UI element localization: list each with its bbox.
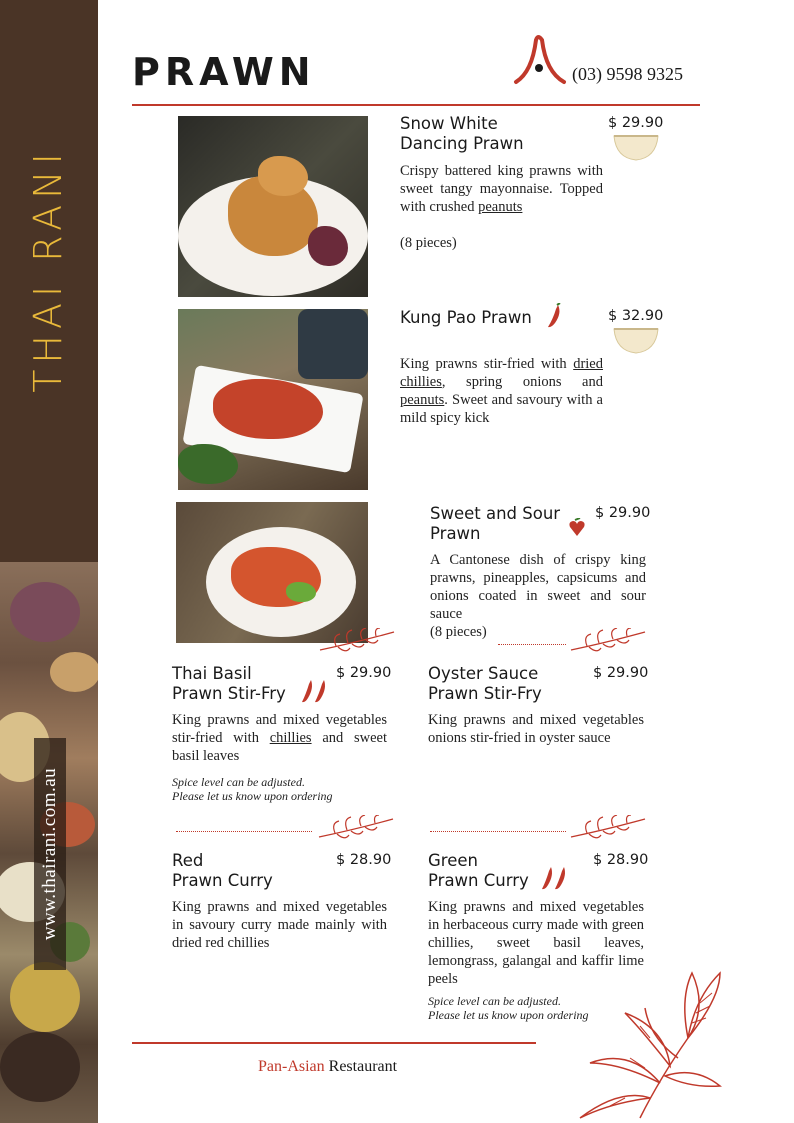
item-description: King prawns and mixed vegetables in savoury curry made mainly with dried red chillies [172,899,387,951]
snow-white-prawn-photo [178,116,368,297]
item-price: $ 29.90 [595,505,651,521]
footer-tagline: Pan-Asian Restaurant [258,1058,398,1075]
item-price: $ 28.90 [336,852,392,868]
leaf-sprig-icon [316,815,396,841]
item-name-green-curry: Green Prawn Curry [428,851,529,890]
dotted-divider [176,831,312,832]
item-description: King prawns and mixed vegetables onions stir-fried in oyster sauce [428,712,644,746]
item-name-snow-white: Snow White Dancing Prawn [400,114,524,153]
sidebar [0,0,98,1123]
item-portion: (8 pieces) [430,624,487,640]
double-chili-icon [300,678,330,704]
item-portion: (8 pieces) [400,235,457,251]
chili-icon [545,303,563,329]
spice-note: Spice level can be adjusted. Please let us know upon ordering [172,775,333,803]
brand-logo-vertical: THAI RANI [26,147,70,393]
item-name-red-curry: Red Prawn Curry [172,851,273,890]
dotted-divider [498,644,566,645]
footer-divider [132,1042,536,1044]
double-chili-icon [540,865,570,891]
page-title: PRAWN [132,50,316,94]
item-price: $ 28.90 [593,852,649,868]
kung-pao-prawn-photo [178,309,368,490]
item-price: $ 32.90 [608,308,664,324]
dotted-divider [430,831,566,832]
spice-note: Spice level can be adjusted. Please let us know upon ordering [428,994,589,1022]
item-name-kung-pao: Kung Pao Prawn [400,308,532,327]
item-description: A Cantonese dish of crispy king prawns, pineapples, capsicums and onions coated in sweet and sour sauce [430,552,646,622]
decorative-leaves-icon [570,968,730,1123]
leaf-sprig-icon [318,628,396,654]
sweet-sour-prawn-photo [176,502,368,643]
item-description: King prawns and mixed vegetables stir-fried with chillies and sweet basil leaves [172,712,387,764]
item-price: $ 29.90 [336,665,392,681]
item-price: $ 29.90 [608,115,664,131]
item-description: Crispy battered king prawns with sweet tangy mayonnaise. Topped with crushed peanuts [400,163,603,215]
phone-number: (03) 9598 9325 [572,64,683,84]
item-name-sweet-sour: Sweet and Sour Prawn [430,504,561,543]
item-name-oyster-sauce: Oyster Sauce Prawn Stir-Fry [428,664,542,703]
item-description: King prawns and mixed vegetables in herbaceous curry made with green chillies, sweet basil leaves, lemongrass, galangal and kaffir lime peels [428,899,644,987]
bowl-icon [612,325,660,355]
website-label: www.thairani.com.au [34,738,66,970]
item-name-thai-basil: Thai Basil Prawn Stir-Fry [172,664,286,703]
bowl-icon [612,132,660,162]
leaf-sprig-icon [568,628,648,654]
heart-icon [568,518,586,538]
item-price: $ 29.90 [593,665,649,681]
restaurant-logo-icon [510,32,568,88]
header-divider [132,104,700,106]
leaf-sprig-icon [568,815,648,841]
item-description: King prawns stir-fried with dried chillies, spring onions and peanuts. Sweet and savoury with a mild spicy kick [400,356,603,426]
